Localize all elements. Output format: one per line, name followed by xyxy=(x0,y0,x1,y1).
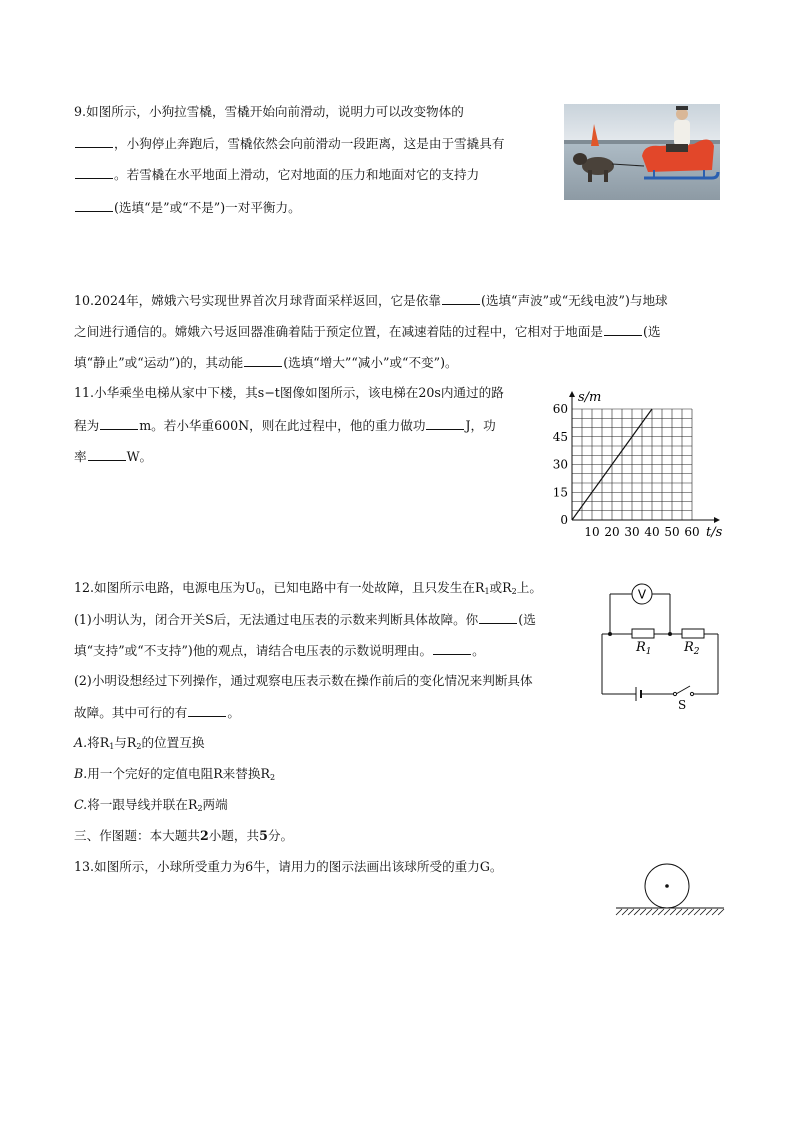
answer-blank[interactable] xyxy=(433,642,471,655)
q9-line3: 。若雪橇在水平地面上滑动，它对地面的压力和地面对它的支持力 xyxy=(74,166,479,183)
q11-line1: 11.小华乘坐电梯从家中下楼，其s−t图像如图所示，该电梯在20s内通过的路 xyxy=(74,385,504,400)
q9-line4: (选填“是”或“不是”)一对平衡力。 xyxy=(74,199,301,216)
y-axis-arrow xyxy=(569,391,575,397)
x-axis-label: t/s xyxy=(706,525,723,540)
y-axis-label: s/m xyxy=(578,390,602,405)
q13-line1: 13.如图所示，小球所受重力为6牛，请用力的图示法画出该球所受的重力G。 xyxy=(74,859,503,874)
q10-line3: 填“静止”或“运动”)的，其动能 (选填“增大”“减小”或“不变”)。 xyxy=(74,355,458,370)
q12-option-c[interactable]: C.将一跟导线并联在$R_2$两端 xyxy=(74,797,228,813)
q10-line1: 10.2024年，嫦娥六号实现世界首次月球背面采样返回，它是依靠 (选填“声波”或“无线电波”)与地球 xyxy=(74,293,668,308)
answer-blank[interactable] xyxy=(188,704,226,717)
answer-blank[interactable] xyxy=(479,611,517,624)
y-tick-label: 15 xyxy=(552,485,568,500)
voltmeter-label: V xyxy=(637,587,647,602)
answer-blank[interactable] xyxy=(604,323,642,336)
q11-line3: 率 W。 xyxy=(74,449,153,464)
s-t-graph xyxy=(540,380,730,542)
q12-line2: (1)小明认为，闭合开关S后，无法通过电压表的示数来判断具体故障。你 (选 xyxy=(74,612,536,627)
answer-blank[interactable] xyxy=(75,166,113,179)
y-tick-label: 30 xyxy=(552,457,568,472)
answer-blank[interactable] xyxy=(75,135,113,148)
y-tick-label: 60 xyxy=(552,402,568,416)
q9-line2: ，小狗停止奔跑后，雪橇依然会向前滑动一段距离，这是由于雪撬具有 xyxy=(74,135,504,152)
answer-blank[interactable] xyxy=(75,199,113,212)
q10-line2: 之间进行通信的。嫦娥六号返回器准确着陆于预定位置，在减速着陆的过程中，它相对于地面是 (选 xyxy=(74,324,661,339)
switch-label: S xyxy=(678,698,687,712)
q12-option-a[interactable]: A.将$R_1$与$R_2$的位置互换 xyxy=(74,735,205,751)
r2-label: $R_2$ xyxy=(684,640,700,657)
answer-blank[interactable] xyxy=(244,354,282,367)
answer-blank[interactable] xyxy=(88,448,126,461)
ball-on-ground-diagram xyxy=(612,860,728,918)
q12-line5: 故障。其中可行的有 。 xyxy=(74,705,240,720)
answer-blank[interactable] xyxy=(426,417,464,430)
x-axis-arrow xyxy=(714,517,720,523)
x-tick-label: 20 xyxy=(604,525,620,539)
y-tick-label: 0 xyxy=(560,513,568,527)
q12-option-b[interactable]: B.用一个完好的定值电阻R来替换$R_2$ xyxy=(74,766,276,782)
q12-line4: (2)小明设想经过下列操作，通过观察电压表示数在操作前后的变化情况来判断具体 xyxy=(74,673,533,688)
x-tick-label: 40 xyxy=(644,525,660,539)
q12-line1: 12.如图所示电路，电源电压为$U_0$，已知电路中有一处故障，且只发生在$R_1$或$R_2$上。 xyxy=(74,580,542,596)
x-tick-label: 10 xyxy=(584,525,600,539)
q11-line2: 程为 m。若小华重600N，则在此过程中，他的重力做功 J，功 xyxy=(74,418,496,433)
section-3-heading: 三、作图题：本大题共2小题，共5分。 xyxy=(74,828,294,843)
r1-label: $R_1$ xyxy=(636,640,652,657)
q12-line3: 填“支持”或“不支持”)他的观点，请结合电压表的示数说明理由。 。 xyxy=(74,643,485,658)
circuit-diagram xyxy=(598,578,724,712)
x-tick-label: 30 xyxy=(624,525,640,539)
y-tick-label: 45 xyxy=(552,429,568,444)
q9-line1: 9.如图所示，小狗拉雪橇，雪橇开始向前滑动，说明力可以改变物体的 xyxy=(74,104,464,119)
x-tick-label: 50 xyxy=(664,525,680,539)
dog-sled-photo xyxy=(564,104,720,200)
x-tick-label: 60 xyxy=(684,525,700,539)
answer-blank[interactable] xyxy=(442,292,480,305)
answer-blank[interactable] xyxy=(100,417,138,430)
